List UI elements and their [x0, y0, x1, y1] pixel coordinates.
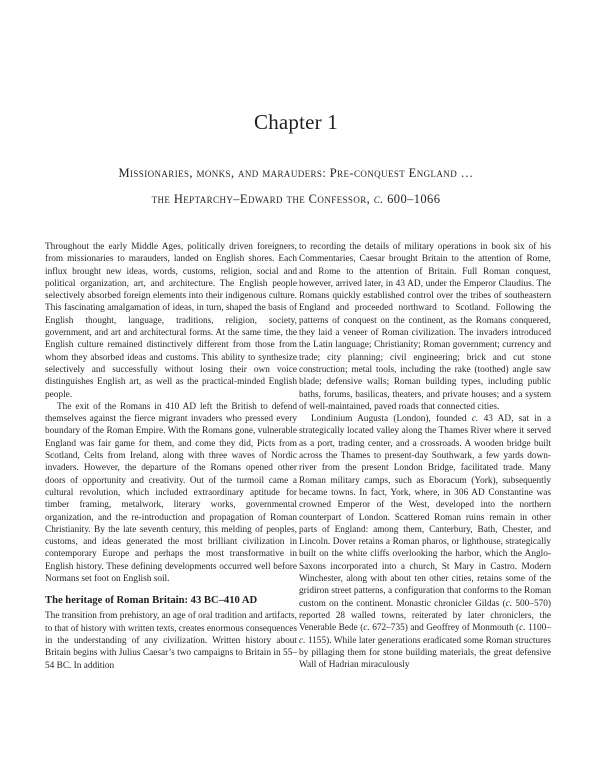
chapter-title: [40, 160, 552, 212]
title-date-range: 600–1066: [383, 192, 441, 206]
text-run: 1100–: [525, 623, 551, 634]
text-run: 500–570) reported 28 walled towns, reiterated by later chroniclers, the Venerable Bede (: [299, 598, 551, 634]
circa-abbrev: c.: [299, 635, 306, 646]
circa-abbrev: c.: [471, 414, 479, 425]
circa-abbrev: c.: [519, 623, 526, 634]
paragraph: Throughout the early Middle Ages, politically driven foreigners, from missionaries to marauders, landed on English shores. Each influx brought new ideas, words, customs, religion, social and political organization, art, and architecture. The English people selectively absorbed foreign elements into their indigenous culture. This fascinating amalgamation of ideas, in turn, shaped the basis of English thought, language, traditions, religion, society, government, and art and architectural forms. At the same time, the English culture remained distinctively different from those from whom they absorbed ideas and customs. This ability to synthesize selectively and successfully without losing their own voice distinguishes English art, as well as the practical-minded English people.: [45, 242, 297, 400]
paragraph: The transition from prehistory, an age of oral tradition and artifacts, to that of history with written texts, creates enormous consequences in the understanding of any civilization. Written history about Britain begins with Julius Caesar’s two campaigns to Britain in 55–54 BC. In addition: [45, 611, 297, 671]
title-line-2-text: the Heptarchy–Edward the Confessor,: [151, 192, 374, 206]
circa-abbrev: c.: [373, 192, 384, 206]
chapter-title-line-2: [40, 186, 552, 212]
text-run: Londinium Augusta (London), founded: [311, 414, 472, 425]
paragraph: to recording the details of military operations in book six of his Commentaries, Caesar brought Britain to the attention of Rome, and Rome to the attention of Britain. Full Roman conquest, however, arrived later, in 43 AD, under the Emperor Claudius. The Romans quickly established control over the tribes of southeastern England and proceeded northward to Scotland. Following the patterns of conquest on the continent, as the Romans conquered, they laid a veneer of Roman civilization. The invaders introduced the Latin language; Christianity; Roman government; currency and trade; city planning; civil engineering; brick and cut stone construction; metal tools, including the rake (toothed) angle saw blade; defensive walls; Roman building types, including public baths, forums, basilicas, theaters, and private houses; and a system of well-maintained, paved roads that connected cities.: [299, 242, 551, 412]
left-column: [45, 241, 297, 672]
section-heading: The heritage of Roman Britain: 43 BC–410 AD: [45, 595, 258, 607]
chapter-heading: Chapter 1: [253, 110, 339, 134]
circa-abbrev: c.: [505, 598, 513, 609]
circa-abbrev: c.: [363, 623, 370, 634]
paragraph: The exit of the Romans in 410 AD left the British to defend themselves against the fierce migrant invaders who pressed every boundary of the Roman Empire. With the Romans gone, vulnerable England was fair game for them, and come they did, Picts from Scotland, Celts from Ireland, along with three waves of Nordic invaders. However, the departure of the Romans opened other doors of opportunity and creativity. Out of the turmoil came a cultural revolution, which included extraordinary aptitude for timber framing, metalwork, literary works, governmental organization, and the re-introduction and propagation of Roman Christianity. By the late seventh century, this melding of peoples, customs, and ideas generated the most brilliant civilization in contemporary Europe and perhaps the most transformative in English history. These defining developments occurred well before Normans set foot on English soil.: [45, 401, 297, 585]
chapter-title-line-1: Missionaries, monks, and marauders: Pre-conquest England …: [118, 166, 474, 180]
right-column: [299, 241, 551, 671]
text-run: 43 AD, sat in a strategically located valley along the Thames River where it served as a port, trading center, and a crossroads. A wooden bridge built across the Thames to present-day Southwark, a few yards down-river from the present London Bridge, facilitated trade. Many Roman military camps, such as Eboracum (York), subsequently became towns. In fact, York, where, in 306 AD Constantine was crowned Emperor of the West, developed into the northern counterpart of London. Scattered Roman ruins remain in other parts of England: among them, Canterbury, Bath, Chester, and Lincoln. Dover retains a Roman pharos, or lighthouse, strategically built on the white cliffs overlooking the harbor, which the Anglo-Saxons incorporated into a church, St Mary in Castro. Modern Winchester, along with about ten other cities, retains some of the gridiron street patterns, a configuration that conforms to the Roman custom on the continent. Monastic chronicler Gildas (: [299, 414, 551, 609]
text-run: 672–735) and Geoffrey of Monmouth (: [369, 623, 520, 634]
paragraph: [299, 413, 551, 671]
text-run: 1155). While later generations eradicated some Roman structures by pillaging them for stone building materials, the great defensive Wall of Hadrian miraculously: [299, 635, 551, 671]
